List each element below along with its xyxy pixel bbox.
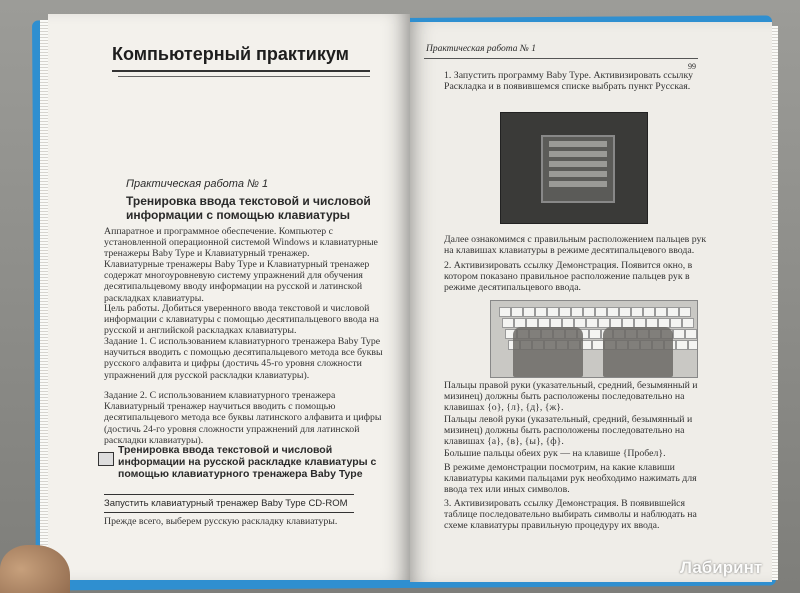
practical-title: Практическая работа № 1 [126, 178, 269, 190]
keyboard-demo-screenshot [490, 300, 698, 378]
keyboard-key [523, 307, 535, 317]
keyboard-key [643, 307, 655, 317]
keyboard-key [685, 329, 697, 339]
keyboard-key [502, 318, 514, 328]
header-rule-thin [118, 76, 370, 77]
keyboard-key [667, 307, 679, 317]
keyboard-key [586, 318, 598, 328]
keyboard-key [679, 307, 691, 317]
paragraph-trainers: Клавиатурные тренажеры Baby Type и Клавиатурный тренажер содержат многоуровневую систему упражнений для обучения десятипальцевому вводу информации на русской и латинской раскладках клавиатуры. [104, 259, 370, 304]
running-head-rule [424, 58, 698, 59]
keyboard-key [607, 307, 619, 317]
page-number: 99 [688, 62, 696, 71]
right-hand-icon [603, 327, 673, 377]
keyboard-key [631, 307, 643, 317]
keyboard-key [589, 329, 601, 339]
paragraph-task1: Задание 1. С использованием клавиатурного тренажера Baby Type научиться вводить с помощью десятипальцевого метода все буквы русского алфавита и цифры (достичь 45-го уровня сложности упражнений для русской раскладки клавиатуры). [104, 336, 383, 381]
paragraph-demo: В режиме демонстрации посмотрим, на какие клавиши клавиатуры какими пальцами рук необходимо нажимать для ввода тех или иных символов. [444, 462, 697, 496]
paragraph-goal: Цель работы. Добиться уверенного ввода текстовой и числовой информации с клавиатуры с помощью десятипальцевого ввода на русской и английской раскладках клавиатуры. [104, 303, 379, 337]
step-2: 2. Активизировать ссылку Демонстрация. Появится окно, в котором показано правильное расположение пальцев рук в режиме десятипальцевого ввода. [444, 260, 693, 294]
keyboard-key [673, 329, 685, 339]
baby-type-screenshot [500, 112, 648, 224]
section-subtitle: Тренировка ввода текстовой и числовой информации на русской раскладке клавиатуры с помощью клавиатурного тренажера Baby Type [118, 444, 377, 480]
page-header: Компьютерный практикум [112, 44, 349, 64]
keyboard-key [682, 318, 694, 328]
paragraph-finger-position: Далее ознакомимся с правильным расположением пальцев рук на клавишах клавиатуры в режиме десятипальцевого ввода. [444, 234, 707, 257]
paragraph-right-hand: Пальцы правой руки (указательный, средний, безымянный и мизинец) должны быть расположены последовательно на клавишах {о}, {л}, {д}, {ж}. [444, 380, 698, 414]
running-head: Практическая работа № 1 [426, 44, 536, 54]
paragraph-left-hand: Пальцы левой руки (указательный, средний, безымянный и мизинец) должны быть расположены последовательно на клавишах {а}, {в}, {ы}, {ф}. [444, 414, 693, 448]
keyboard-key [619, 307, 631, 317]
keyboard-key [595, 307, 607, 317]
computer-icon [98, 452, 114, 466]
keyboard-key [676, 340, 688, 350]
header-rule [112, 70, 370, 72]
step-3: 3. Активизировать ссылку Демонстрация. В появившейся таблице последовательно выбирать символы и наблюдать на схеме клавиатуры правильную процедуру их ввода. [444, 498, 697, 532]
keyboard-key [655, 307, 667, 317]
cd-rom-bar: Запустить клавиатурный тренажер Baby Type CD-ROM [104, 494, 354, 513]
paragraph-task2: Задание 2. С использованием клавиатурного тренажера Клавиатурный тренажер научиться вводить с помощью десятипальцевого метода все буквы латинского алфавита и цифры (достичь 24-го уровня сложности упражнений для латинской раскладки клавиатуры). [104, 390, 382, 446]
keyboard-key [547, 307, 559, 317]
keyboard-key [583, 307, 595, 317]
watermark: Лабиринт [680, 558, 763, 577]
paragraph-layout: Прежде всего, выберем русскую раскладку клавиатуры. [104, 516, 338, 527]
step-1: 1. Запустить программу Baby Type. Активизировать ссылку Раскладка и в появившемся списке выбрать пункт Русская. [444, 70, 693, 93]
keyboard-key [511, 307, 523, 317]
keyboard-key [535, 307, 547, 317]
paragraph-software: Аппаратное и программное обеспечение. Компьютер с установленной операционной системой Windows и клавиатурные тренажеры Baby Type и Клавиатурный тренажер. [104, 226, 378, 260]
left-hand-icon [513, 327, 583, 377]
keyboard-key [688, 340, 698, 350]
keyboard-key [559, 307, 571, 317]
paragraph-thumbs: Большие пальцы обеих рук — на клавише {Пробел}. [444, 448, 666, 459]
menu-window [541, 135, 615, 203]
keyboard-key [670, 318, 682, 328]
keyboard-key [571, 307, 583, 317]
main-title: Тренировка ввода текстовой и числовой информации с помощью клавиатуры [126, 194, 371, 222]
keyboard-key [499, 307, 511, 317]
